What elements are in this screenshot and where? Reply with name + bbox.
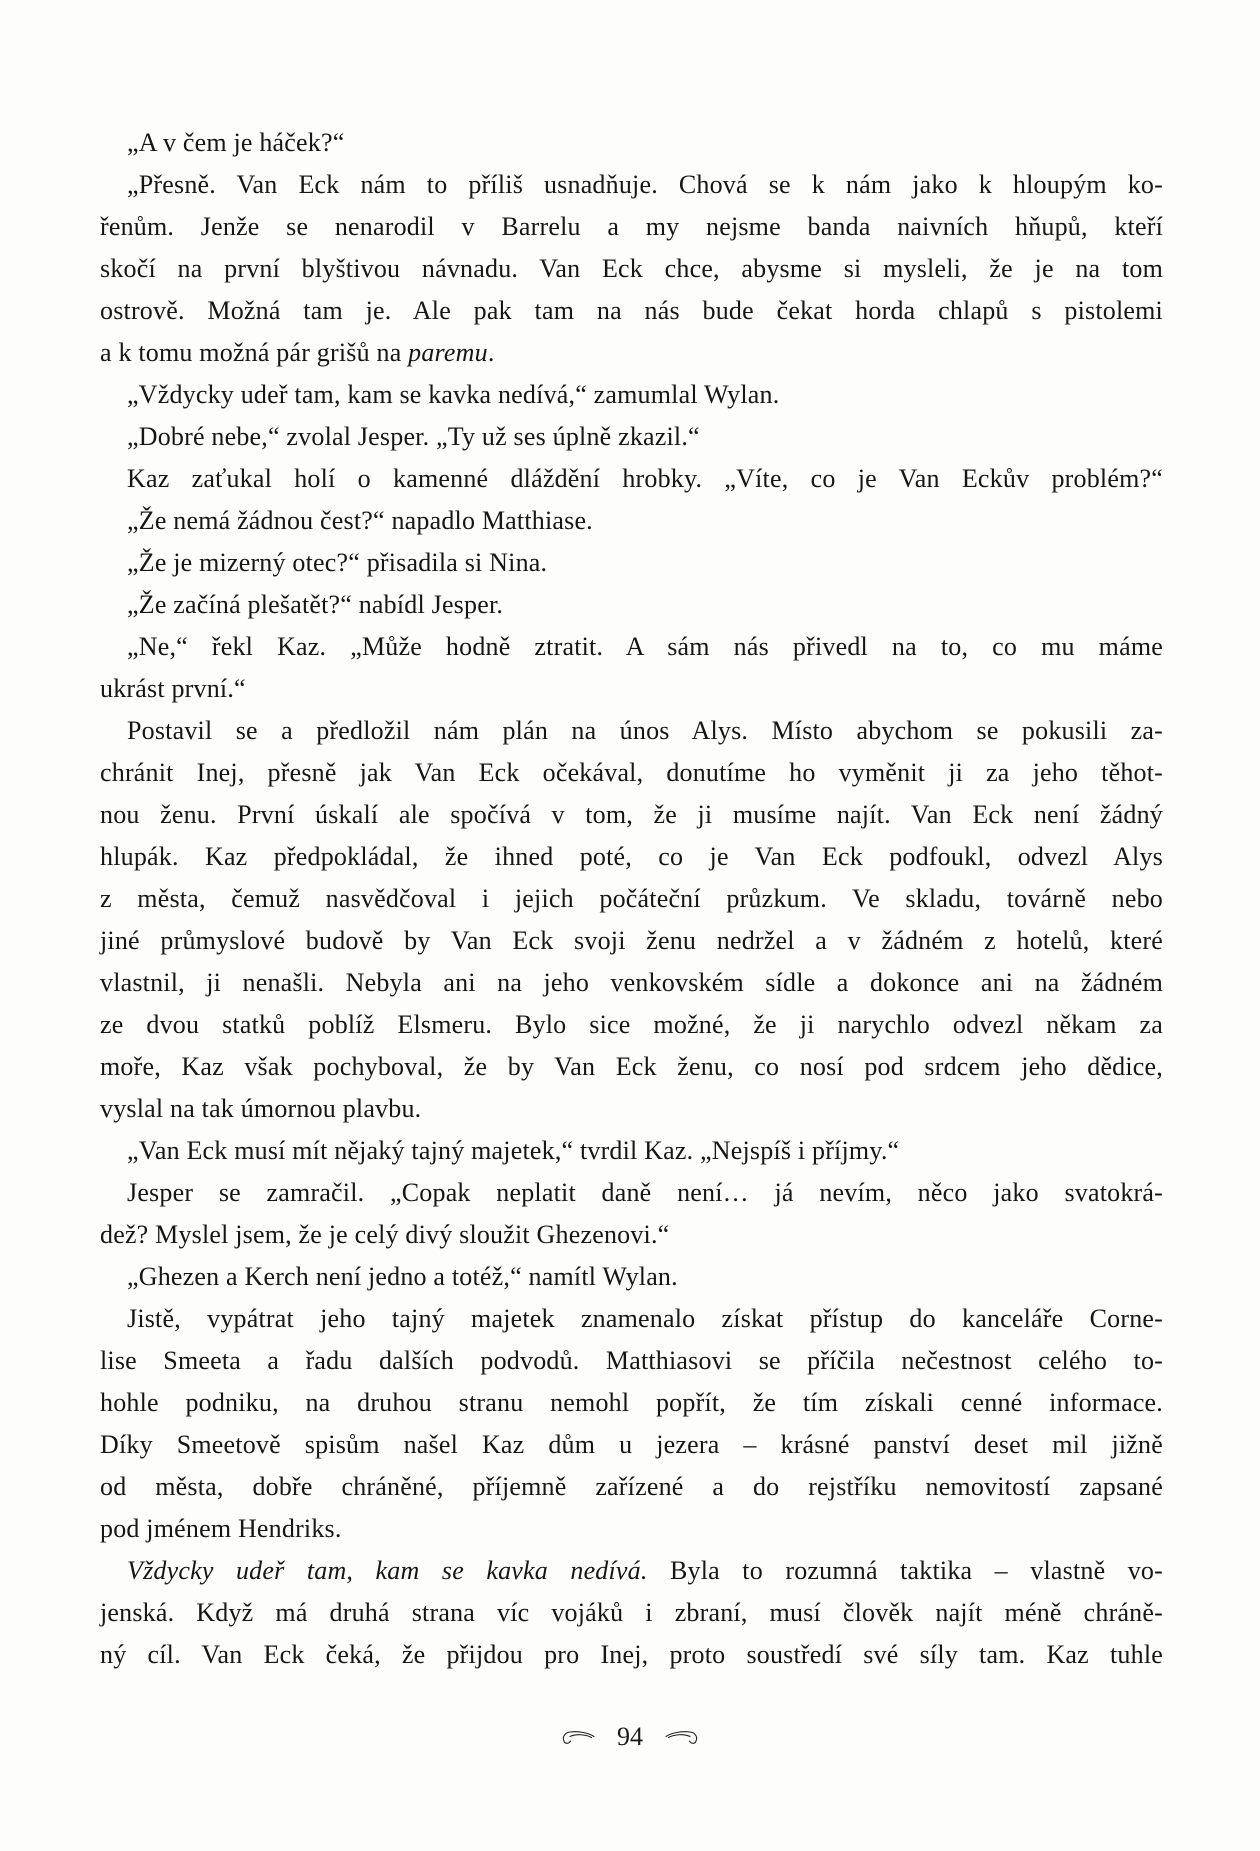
text-run: řenům. Jenže se nenarodil v Barrelu a my nejsme banda naivních hňupů, kteří bbox=[100, 212, 1163, 241]
flourish-left-icon bbox=[561, 1728, 597, 1746]
text-line bbox=[100, 1424, 1163, 1466]
text-line bbox=[100, 290, 1163, 332]
text-line bbox=[100, 332, 1163, 374]
text-run: „Že začíná plešatět?“ nabídl Jesper. bbox=[127, 590, 504, 619]
text-line bbox=[100, 1382, 1163, 1424]
text-line bbox=[100, 1340, 1163, 1382]
text-run: lise Smeeta a řadu dalších podvodů. Matthiasovi se příčila nečestnost celého to- bbox=[100, 1346, 1163, 1375]
text-line bbox=[100, 668, 1163, 710]
text-run: moře, Kaz však pochyboval, že by Van Eck ženu, co nosí pod srdcem jeho dědice, bbox=[100, 1052, 1163, 1081]
text-run: ze dvou statků poblíž Elsmeru. Bylo sice možné, že ji narychlo odvezl někam za bbox=[100, 1010, 1163, 1039]
text-line bbox=[100, 836, 1163, 878]
text-run: „A v čem je háček?“ bbox=[127, 128, 345, 157]
text-run: ostrově. Možná tam je. Ale pak tam na nás bude čekat horda chlapů s pistolemi bbox=[100, 296, 1163, 325]
text-run: „Vždycky udeř tam, kam se kavka nedívá,“ zamumlal Wylan. bbox=[127, 380, 780, 409]
text-run: . bbox=[487, 338, 495, 367]
text-line bbox=[100, 1214, 1163, 1256]
text-line bbox=[100, 878, 1163, 920]
text-run: „Ghezen a Kerch není jedno a totéž,“ namítl Wylan. bbox=[127, 1262, 678, 1291]
text-line bbox=[100, 626, 1163, 668]
text-run: jenská. Když má druhá strana víc vojáků i zbraní, musí člověk najít méně chráně- bbox=[100, 1598, 1163, 1627]
text-line bbox=[100, 962, 1163, 1004]
text-line bbox=[100, 458, 1163, 500]
italic-text-run: Vždycky udeř tam, kam se kavka nedívá. bbox=[127, 1556, 648, 1585]
text-line bbox=[100, 206, 1163, 248]
text-line bbox=[100, 1088, 1163, 1130]
text-line bbox=[100, 920, 1163, 962]
italic-text-run: paremu bbox=[408, 338, 488, 367]
text-run: skočí na první blyštivou návnadu. Van Eck chce, abysme si mysleli, že je na tom bbox=[100, 254, 1163, 283]
text-line bbox=[100, 1172, 1163, 1214]
text-run: chránit Inej, přesně jak Van Eck očekával, donutíme ho vyměnit ji za jeho těhot- bbox=[100, 758, 1163, 787]
text-line bbox=[100, 584, 1163, 626]
text-run: hohle podniku, na druhou stranu nemohl popřít, že tím získali cenné informace. bbox=[100, 1388, 1163, 1417]
text-run: od města, dobře chráněné, příjemně zařízené a do rejstříku nemovitostí zapsané bbox=[100, 1472, 1163, 1501]
text-run: Díky Smeetově spisům našel Kaz dům u jezera – krásné panství deset mil jižně bbox=[100, 1430, 1163, 1459]
text-line bbox=[100, 500, 1163, 542]
text-run: Postavil se a předložil nám plán na únos Alys. Místo abychom se pokusili za- bbox=[127, 716, 1163, 745]
text-run: „Přesně. Van Eck nám to příliš usnadňuje. Chová se k nám jako k hloupým ko- bbox=[127, 170, 1163, 199]
text-run: „Ne,“ řekl Kaz. „Může hodně ztratit. A sám nás přivedl na to, co mu máme bbox=[127, 632, 1163, 661]
text-run: vlastnil, ji nenašli. Nebyla ani na jeho venkovském sídle a dokonce ani na žádném bbox=[100, 968, 1163, 997]
text-line bbox=[100, 1466, 1163, 1508]
page-number: 94 bbox=[617, 1722, 643, 1751]
text-line bbox=[100, 1130, 1163, 1172]
text-run: Jesper se zamračil. „Copak neplatit daně není… já nevím, něco jako svatokrá- bbox=[127, 1178, 1163, 1207]
text-run: Byla to rozumná taktika – vlastně vo- bbox=[647, 1556, 1163, 1585]
text-line bbox=[100, 710, 1163, 752]
text-run: hlupák. Kaz předpokládal, že ihned poté, co je Van Eck podfoukl, odvezl Alys bbox=[100, 842, 1163, 871]
text-run: ukrást první.“ bbox=[100, 674, 246, 703]
text-line bbox=[100, 794, 1163, 836]
text-run: „Van Eck musí mít nějaký tajný majetek,“ tvrdil Kaz. „Nejspíš i příjmy.“ bbox=[127, 1136, 900, 1165]
text-line bbox=[100, 542, 1163, 584]
text-line bbox=[100, 1550, 1163, 1592]
text-line bbox=[100, 416, 1163, 458]
text-run: ný cíl. Van Eck čeká, že přijdou pro Inej, proto soustředí své síly tam. Kaz tuhle bbox=[100, 1640, 1163, 1669]
text-line bbox=[100, 1256, 1163, 1298]
text-run: Jistě, vypátrat jeho tajný majetek znamenalo získat přístup do kanceláře Corne- bbox=[127, 1304, 1163, 1333]
text-run: „Dobré nebe,“ zvolal Jesper. „Ty už ses úplně zkazil.“ bbox=[127, 422, 700, 451]
page-footer bbox=[0, 1722, 1260, 1752]
text-run: jiné průmyslové budově by Van Eck svoji ženu nedržel a v žádném z hotelů, které bbox=[100, 926, 1163, 955]
text-line bbox=[100, 248, 1163, 290]
text-line bbox=[100, 1046, 1163, 1088]
text-run: z města, čemuž nasvědčoval i jejich počáteční průzkum. Ve skladu, továrně nebo bbox=[100, 884, 1163, 913]
text-line bbox=[100, 164, 1163, 206]
text-run: pod jménem Hendriks. bbox=[100, 1514, 342, 1543]
text-run: a k tomu možná pár grišů na bbox=[100, 338, 409, 367]
text-run: „Že nemá žádnou čest?“ napadlo Matthiase. bbox=[127, 506, 593, 535]
text-line bbox=[100, 1298, 1163, 1340]
text-line bbox=[100, 374, 1163, 416]
text-block bbox=[100, 122, 1163, 1676]
text-run: nou ženu. První úskalí ale spočívá v tom, že ji musíme najít. Van Eck není žádný bbox=[100, 800, 1163, 829]
text-run: vyslal na tak úmornou plavbu. bbox=[100, 1094, 422, 1123]
text-line bbox=[100, 1508, 1163, 1550]
text-line bbox=[100, 752, 1163, 794]
text-run: „Že je mizerný otec?“ přisadila si Nina. bbox=[127, 548, 548, 577]
text-line bbox=[100, 1592, 1163, 1634]
text-run: Kaz zaťukal holí o kamenné dláždění hrobky. „Víte, co je Van Eckův problém?“ bbox=[127, 464, 1163, 493]
text-line bbox=[100, 122, 1163, 164]
text-line bbox=[100, 1634, 1163, 1676]
flourish-right-icon bbox=[663, 1728, 699, 1746]
text-run: dež? Myslel jsem, že je celý divý sloužit Ghezenovi.“ bbox=[100, 1220, 670, 1249]
text-line bbox=[100, 1004, 1163, 1046]
